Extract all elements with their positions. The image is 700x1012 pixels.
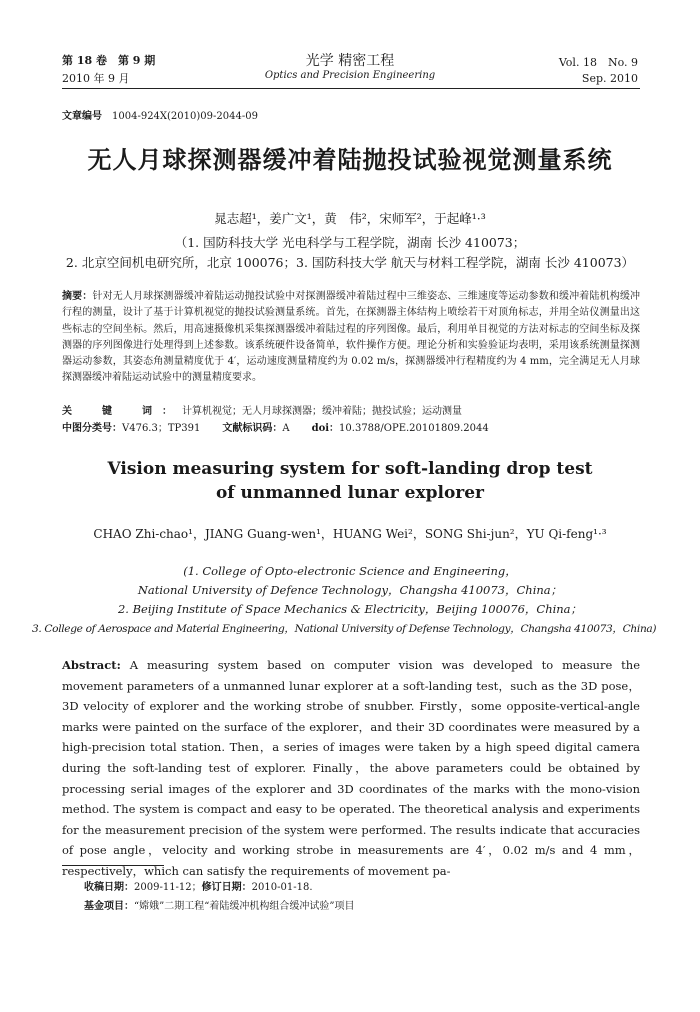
affiliation-cn-2: 2. 北京空间机电研究所，北京 100076；3. 国防科技大学 航天与材料工程学院，湖南 长沙 410073） bbox=[65, 255, 635, 270]
abstract-cn-label: 摘要： bbox=[62, 291, 93, 302]
header-date-en: Sep. 2010 bbox=[581, 72, 638, 85]
abstract-cn bbox=[62, 289, 640, 387]
footnote-divider bbox=[62, 865, 164, 866]
article-number-label: 文章编号 bbox=[62, 111, 102, 122]
keywords-cn-text: 计算机视觉；无人月球探测器；缓冲着陆；抛投试验；运动测量 bbox=[182, 406, 462, 417]
journal-title-cn: 光学 精密工程 bbox=[305, 53, 395, 69]
header-volume-cn: 第 18 卷 第 9 期 bbox=[62, 54, 156, 67]
abstract-en-text: A measuring system based on computer vision was developed to measure the movement parameters of a unmanned lunar explorer at a soft-landing test，such as the 3D pose，3D velocity of explorer and the working strobe of snubber. Firstly，some opposite-vertical-angle marks were painted on the surface of the explorer，and their 3D coordinates were measured by a high-precision total station. Then，a series of images were taken by a high speed digital camera during the soft-landing test of explorer. Finally，the above parameters could be obtained by processing serial images of the explorer and 3D coordinates of the marks with the mono-vision method. The system is compact and easy to be operated. The theoretical analysis and experiments for the measurement precision of the system were performed. The results indicate that accuracies of pose angle，velocity and working strobe in measurements are 4′，0.02 m/s and 4 mm，respectively，which can satisfy the requirements of movement pa- bbox=[62, 658, 640, 878]
doi-value: 10.3788/OPE.20101809.2044 bbox=[339, 423, 489, 434]
doc-code-label: 文献标识码： bbox=[222, 423, 283, 434]
doc-code-value: A bbox=[282, 423, 290, 434]
authors-en: CHAO Zhi-chao¹，JIANG Guang-wen¹，HUANG Wei²，SONG Shi-jun²，YU Qi-feng¹·³ bbox=[93, 527, 607, 541]
journal-title-en: Optics and Precision Engineering bbox=[264, 70, 436, 81]
affiliation-en-2: National University of Defence Technology，Changsha 410073，China； bbox=[137, 583, 563, 597]
fund-value: “嫦娥”二期工程“着陆缓冲机构组合缓冲试验”项目 bbox=[134, 901, 355, 912]
class-number-label: 中图分类号： bbox=[62, 423, 122, 434]
abstract-en-label: Abstract: bbox=[62, 658, 121, 672]
article-number bbox=[62, 107, 258, 122]
classification-line bbox=[62, 419, 489, 434]
paper-title-en-line-1: Vision measuring system for soft-landing drop test bbox=[107, 459, 593, 479]
header-divider bbox=[62, 88, 640, 89]
affiliation-en-3: 2. Beijing Institute of Space Mechanics & Electricity，Beijing 100076，China； bbox=[117, 602, 583, 616]
keywords-cn-label: 关 键 词： bbox=[62, 406, 182, 417]
abstract-en bbox=[62, 655, 640, 882]
affiliation-cn-1: （1. 国防科技大学 光电科学与工程学院，湖南 长沙 410073； bbox=[174, 235, 526, 250]
fund-label: 基金项目： bbox=[84, 901, 134, 912]
revised-label: 修订日期： bbox=[201, 882, 252, 893]
paper-title-en-line-2: of unmanned lunar explorer bbox=[215, 483, 485, 503]
abstract-cn-text: 针对无人月球探测器缓冲着陆运动抛投试验中对探测器缓冲着陆过程中三维姿态、三维速度等运动参数和缓冲着陆机构缓冲行程的测量，设计了基于计算机视觉的抛投试验测量系统。首先，在探测器主体结构上喷绘若干对顶角标志，并用全站仪测量出这些标志的空间坐标。然后，用高速摄像机采集探测器缓冲着陆过程的序列图像。最后，利用单目视觉的方法对标志的空间坐标及探测器的序列图像进行处理得到上述参数。该系统硬件设备简单，软件操作方便。理论分析和实验验证均表明，采用该系统测量探测器运动参数，其姿态角测量精度优于 4′，运动速度测量精度约为 0.02 m/s，探测器缓冲行程精度约为 4 mm，完全满足无人月球探测器缓冲着陆运动试验中的测量精度要求。 bbox=[62, 291, 641, 384]
footnote-dates bbox=[84, 878, 313, 893]
class-number-value: V476.3；TP391 bbox=[122, 423, 201, 434]
authors-cn: 晁志超¹，姜广文¹，黄 伟²，宋师军²，于起峰¹·³ bbox=[214, 211, 486, 226]
paper-title-cn: 无人月球探测器缓冲着陆抛投试验视觉测量系统 bbox=[87, 146, 613, 174]
received-label: 收稿日期： bbox=[84, 882, 134, 893]
header-volume-en: Vol. 18 No. 9 bbox=[558, 56, 638, 69]
footnote-fund bbox=[84, 897, 354, 912]
article-number-value: 1004-924X(2010)09-2044-09 bbox=[112, 111, 258, 122]
affiliation-en-4: 3. College of Aerospace and Material Engineering，National University of Defense Technology，Changsha 410073，China) bbox=[32, 623, 657, 635]
affiliation-en-1: (1. College of Opto-electronic Science and Engineering， bbox=[183, 564, 517, 578]
header-date-cn: 2010 年 9 月 bbox=[62, 72, 130, 85]
received-value: 2009-11-12； bbox=[134, 882, 202, 893]
keywords-cn bbox=[62, 402, 462, 417]
doi-label: doi： bbox=[311, 423, 340, 434]
revised-value: 2010-01-18. bbox=[251, 882, 313, 893]
